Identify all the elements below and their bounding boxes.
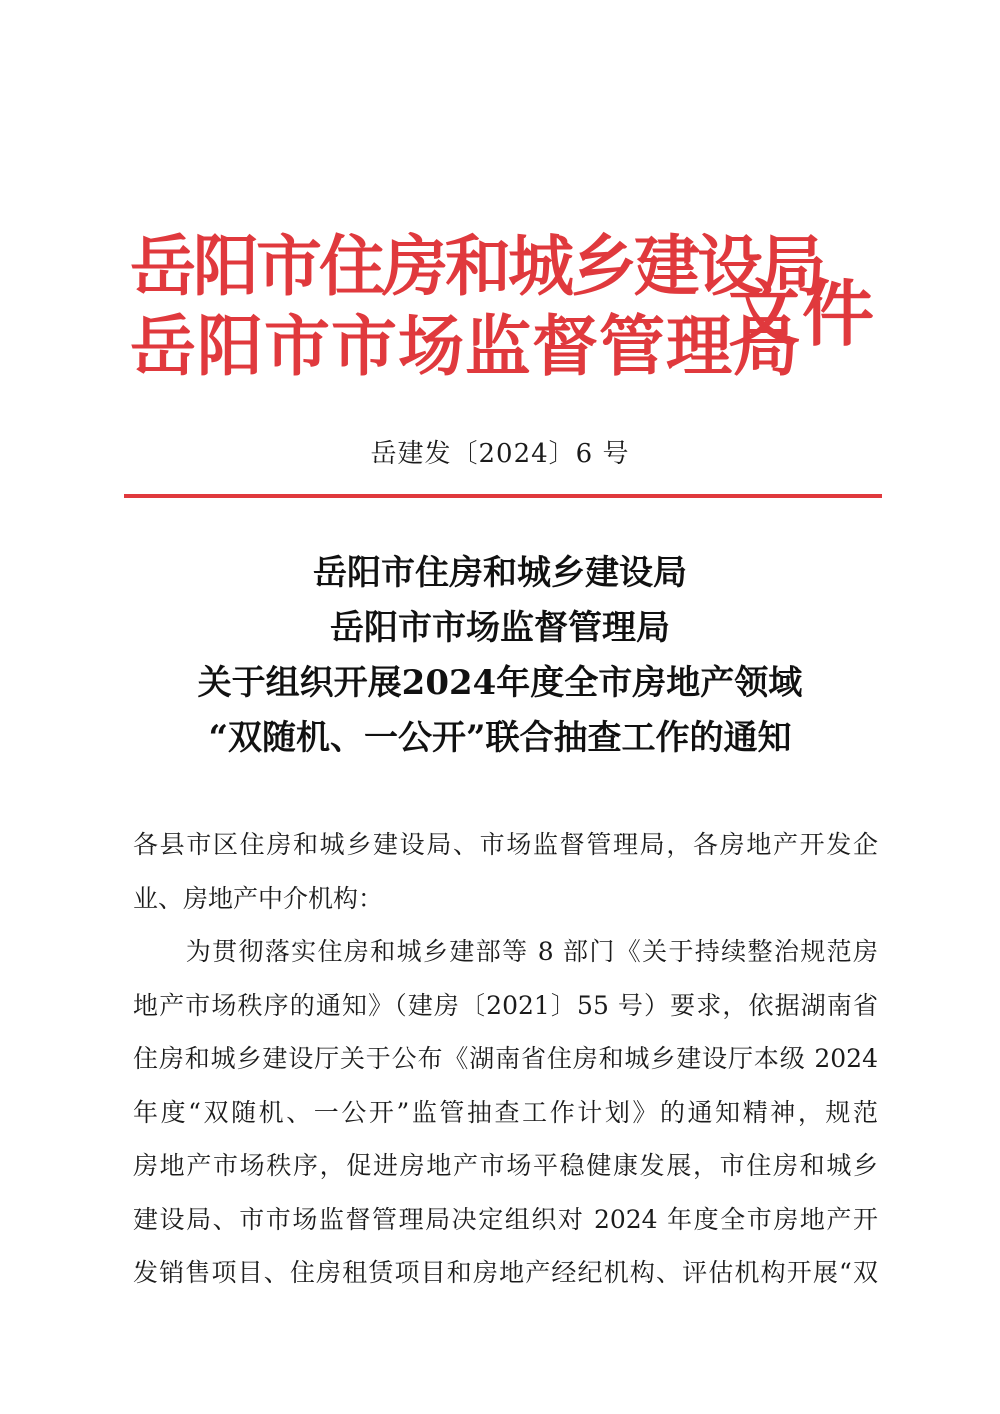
body-text-line: 发销售项目、住房租赁项目和房地产经纪机构、评估机构开展“双 (133, 1258, 878, 1287)
body-text-line: 住房和城乡建设厅关于公布《湖南省住房和城乡建设厅本级 2024 (133, 1044, 878, 1073)
body-text-line: 房地产市场秩序，促进房地产市场平稳健康发展，市住房和城乡 (133, 1151, 878, 1180)
issuer-name-housing-bureau: 岳阳市住房和城乡建设局 (130, 227, 823, 305)
document-number: 岳建发〔2024〕6 号 (370, 439, 630, 469)
title-line: 关于组织开展2024年度全市房地产领域 (197, 663, 803, 703)
issuer-name-market-bureau: 岳阳市市场监督管理局 (130, 307, 800, 385)
body-text-line: 年度“双随机、一公开”监管抽查工作计划》的通知精神，规范 (133, 1097, 878, 1127)
notice-title (0, 546, 1000, 766)
red-divider-line (124, 494, 882, 498)
body-text-line: 地产市场秩序的通知》（建房〔2021〕55 号）要求，依据湖南省 (133, 990, 878, 1020)
body-text-line: 建设局、市市场监督管理局决定组织对 2024 年度全市房地产开 (133, 1204, 878, 1234)
body-text-line: 各县市区住房和城乡建设局、市场监督管理局，各房地产开发企 (133, 830, 878, 859)
document-type-label: 文件 (728, 271, 877, 356)
body-text-line: 为贯彻落实住房和城乡建部等 8 部门《关于持续整治规范房 (133, 937, 878, 966)
title-line: 岳阳市住房和城乡建设局 (313, 553, 687, 593)
title-line: 岳阳市市场监督管理局 (330, 608, 670, 648)
body-text-line: 业、房地产中介机构： (133, 883, 384, 913)
document-header (130, 228, 890, 398)
title-line: “双随机、一公开”联合抽查工作的通知 (208, 718, 792, 758)
notice-body (133, 818, 878, 1300)
